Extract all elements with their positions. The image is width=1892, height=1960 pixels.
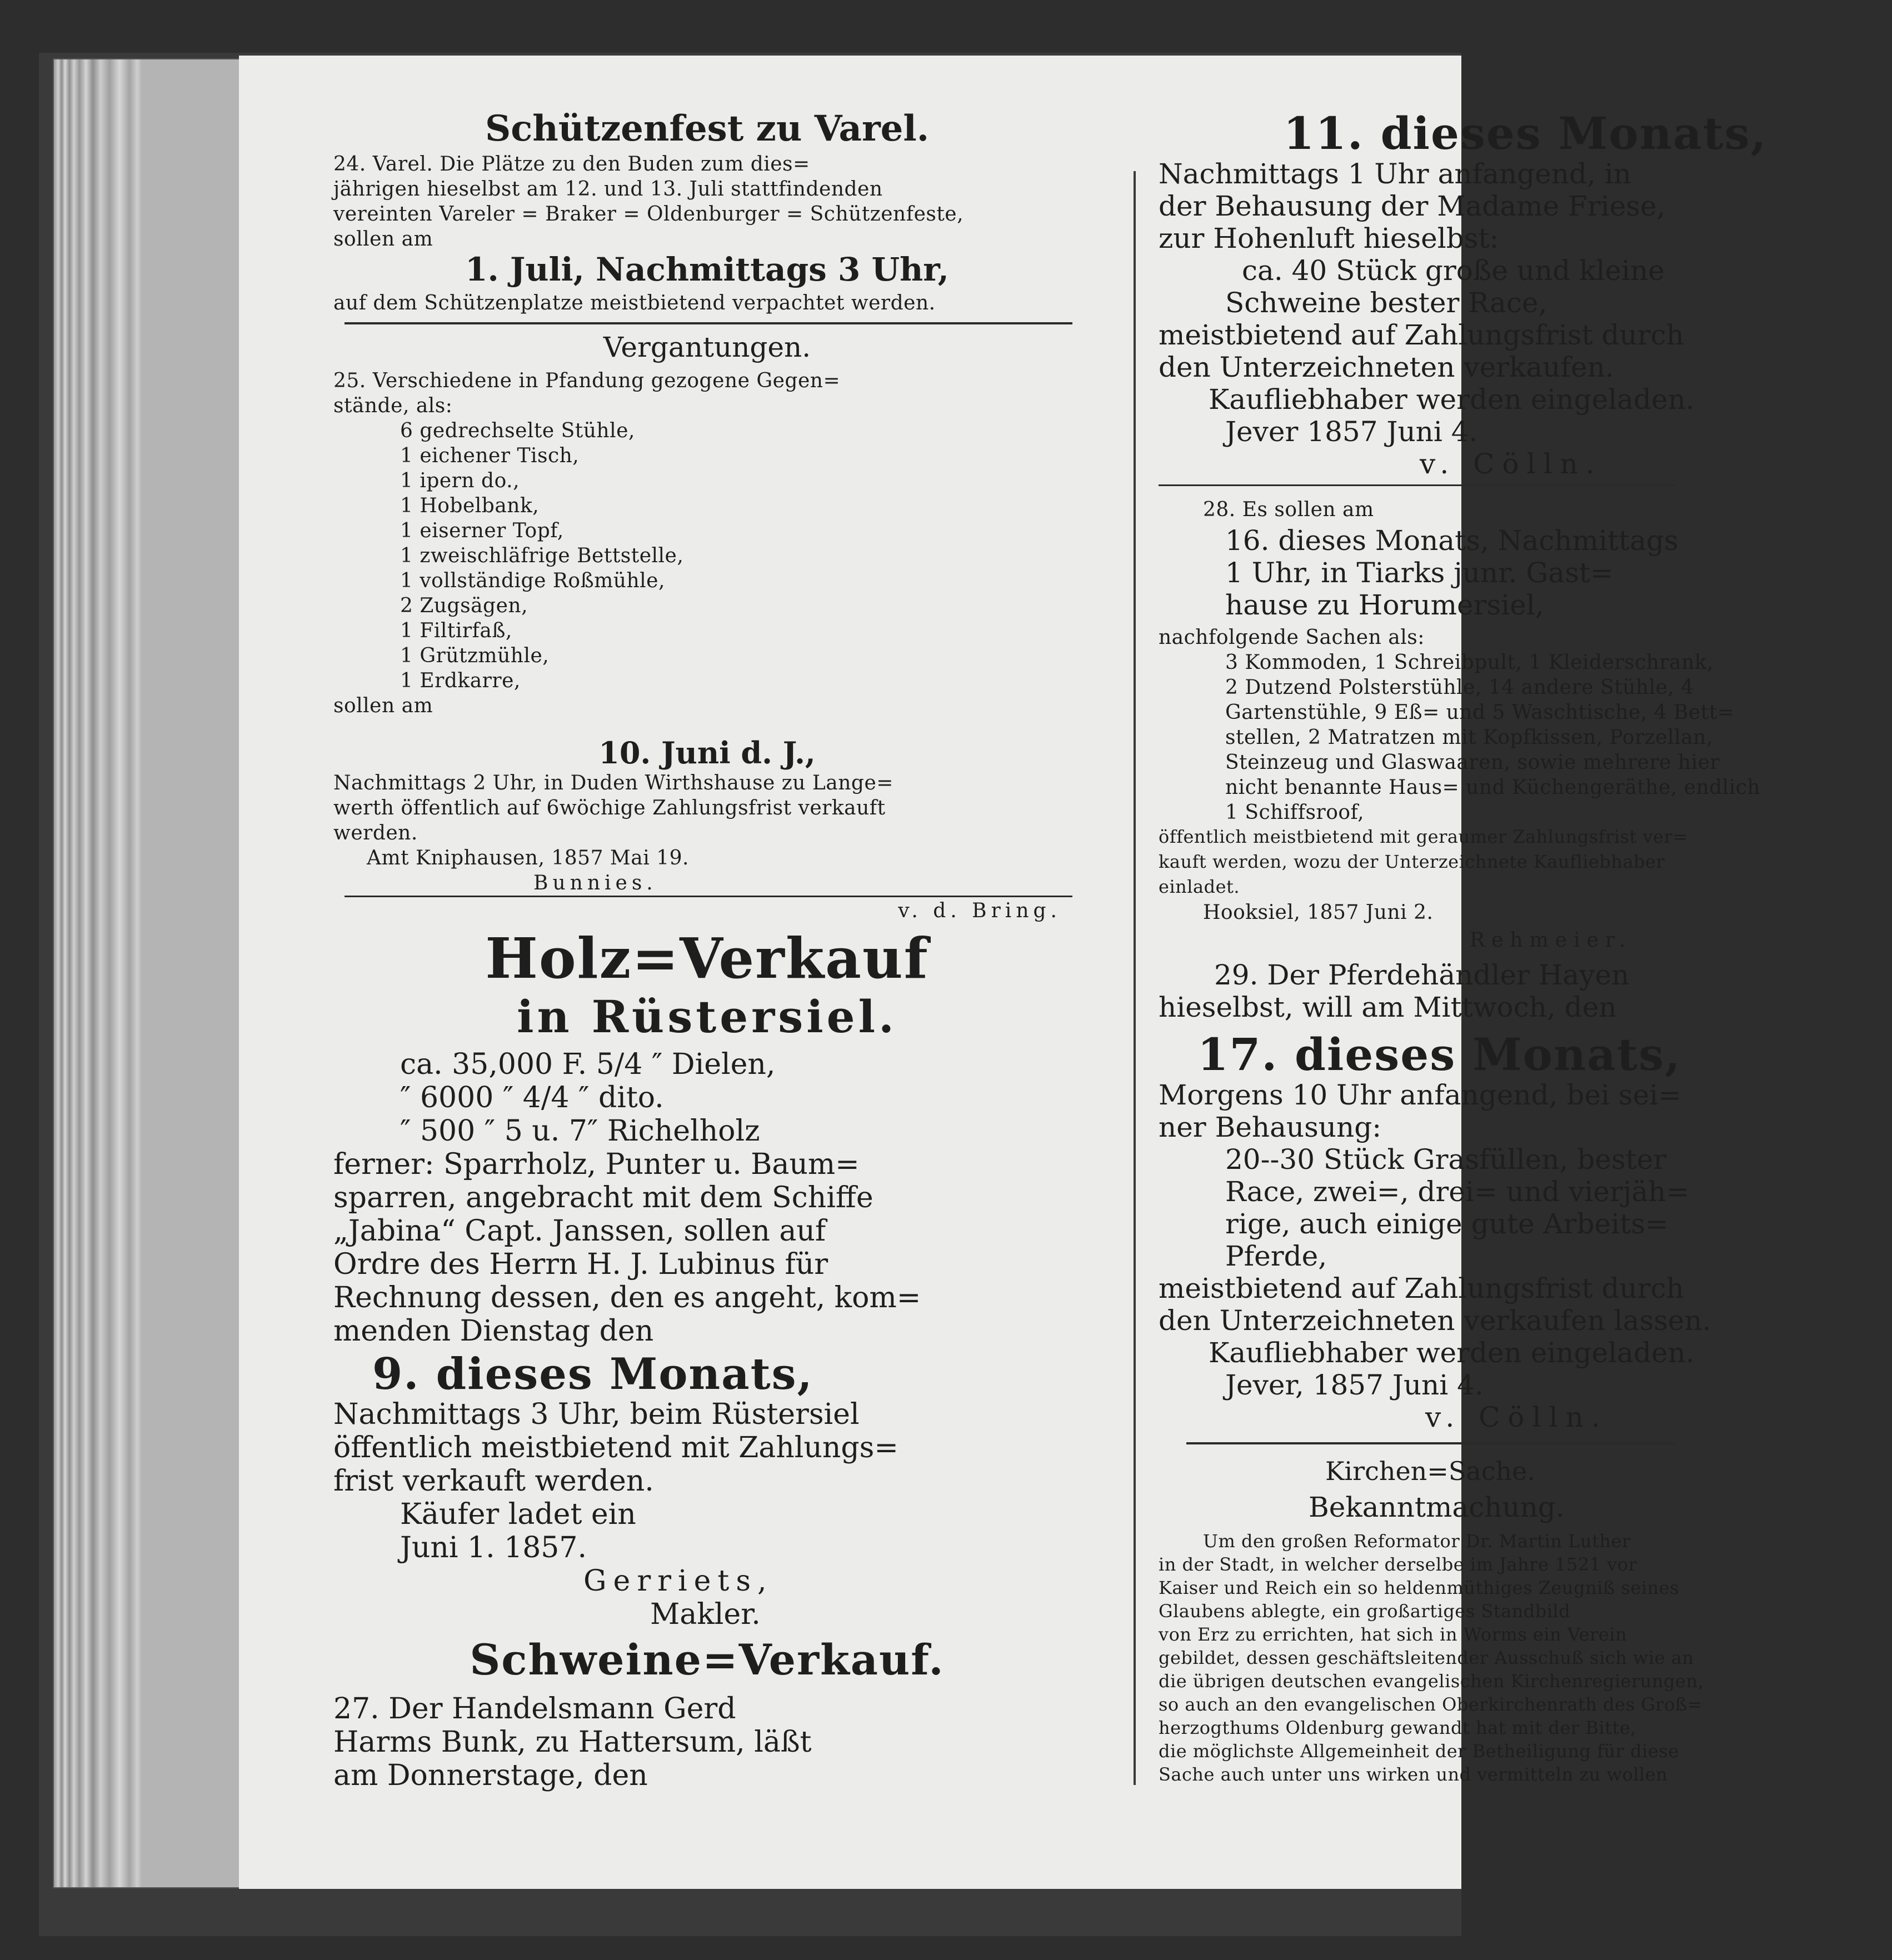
text-line: zur Hohenluft hieselbst: <box>1159 222 1499 254</box>
text-line: sparren, angebracht mit dem Schiffe <box>333 1181 873 1214</box>
heading-kirchen-sache: Kirchen=Sache. <box>1325 1456 1536 1486</box>
text-line: werth öffentlich auf 6wöchige Zahlungsfrist verkauft <box>333 797 886 819</box>
text-line: 3 Kommoden, 1 Schreibpult, 1 Kleiderschrank, <box>1225 651 1714 674</box>
text-line: stellen, 2 Matratzen mit Kopfkissen, Porzellan, <box>1225 726 1713 749</box>
date-line: 1. Juli, Nachmittags 3 Uhr, <box>465 251 949 288</box>
newspaper-page <box>239 56 1768 1889</box>
text-line: öffentlich meistbietend mit geraumer Zahlungsfrist ver= <box>1159 826 1688 847</box>
text-line: Gartenstühle, 9 Eß= und 5 Waschtische, 4 Bett= <box>1225 701 1735 724</box>
text-line: „Jabina“ Capt. Janssen, sollen auf <box>333 1214 826 1248</box>
text-line: die übrigen deutschen evangelischen Kirchenregierungen, <box>1159 1671 1704 1692</box>
text-line: herzogthums Oldenburg gewandt hat mit der Bitte, <box>1159 1717 1636 1738</box>
text-line: von Erz zu errichten, hat sich in Worms ein Verein <box>1159 1624 1627 1645</box>
text-line: öffentlich meistbietend mit Zahlungs= <box>333 1431 898 1464</box>
signature: Rehmeier. <box>1470 929 1633 952</box>
text-line: Schweine bester Race, <box>1225 287 1547 319</box>
text-line: der Behausung der Madame Friese, <box>1159 190 1666 222</box>
heading-schweine-verkauf: Schweine=Verkauf. <box>470 1635 945 1684</box>
text-line: sollen am <box>333 694 433 717</box>
list-item: 6 gedrechselte Stühle, <box>400 419 635 442</box>
text-line: sollen am <box>333 228 433 251</box>
text-line: Glaubens ablegte, ein großartiges Standbild <box>1159 1601 1571 1622</box>
section-rule <box>345 896 1072 897</box>
list-item: 1 Filtirfaß, <box>400 619 512 642</box>
text-line: ferner: Sparrholz, Punter u. Baum= <box>333 1148 860 1181</box>
signature: Bunnies. <box>533 872 657 894</box>
section-rule <box>1159 484 1675 486</box>
text-line: ner Behausung: <box>1159 1111 1382 1143</box>
text-line: Nachmittags 2 Uhr, in Duden Wirthshause zu Lange= <box>333 772 893 794</box>
text-line: gebildet, dessen geschäftsleitender Ausschuß sich wie an <box>1159 1647 1694 1668</box>
text-line: Um den großen Reformator Dr. Martin Luther <box>1203 1531 1631 1552</box>
text-line: 29. Der Pferdehändler Hayen <box>1214 959 1630 991</box>
place-date: Hooksiel, 1857 Juni 2. <box>1203 901 1434 924</box>
text-line: ″ 500 ″ 5 u. 7″ Richelholz <box>400 1114 760 1148</box>
text-line: einladet. <box>1159 876 1240 897</box>
text-line: 2 Dutzend Polsterstühle, 14 andere Stühle, 4 <box>1225 676 1694 699</box>
date-line: 9. dieses Monats, <box>372 1349 813 1399</box>
signature: Makler. <box>650 1598 761 1631</box>
text-line: meistbietend auf Zahlungsfrist durch <box>1159 319 1684 351</box>
text-line: Pferde, <box>1225 1240 1327 1272</box>
text-line: so auch an den evangelischen Oberkirchenrath des Groß= <box>1159 1694 1703 1715</box>
text-line: ca. 40 Stück große und kleine <box>1242 254 1665 287</box>
text-line: frist verkauft werden. <box>333 1464 654 1498</box>
date-line: 1 Uhr, in Tiarks junr. Gast= <box>1225 557 1614 589</box>
section-rule <box>1186 1442 1675 1444</box>
text-line: den Unterzeichneten verkaufen. <box>1159 351 1614 383</box>
text-line: ca. 35,000 F. 5/4 ″ Dielen, <box>400 1048 776 1081</box>
signature: v. Cölln. <box>1420 448 1603 480</box>
heading-ruestersiel: in Rüstersiel. <box>517 991 897 1043</box>
text-line: Race, zwei=, drei= und vierjäh= <box>1225 1176 1690 1208</box>
text-line: Kaufliebhaber werden eingeladen. <box>1209 1337 1695 1369</box>
text-line: Harms Bunk, zu Hattersum, läßt <box>333 1726 812 1759</box>
text-line: die möglichste Allgemeinheit der Betheiligung für diese <box>1159 1741 1679 1762</box>
text-line: den Unterzeichneten verkaufen lassen. <box>1159 1304 1711 1337</box>
text-line: auf dem Schützenplatze meistbietend verpachtet werden. <box>333 292 936 314</box>
list-item: 1 Erdkarre, <box>400 669 521 692</box>
heading-vergantungen: Vergantungen. <box>603 331 811 363</box>
text-line: Steinzeug und Glaswaaren, sowie mehrere hier <box>1225 751 1720 774</box>
list-item: 1 eichener Tisch, <box>400 444 580 467</box>
heading-bekanntmachung: Bekanntmachung. <box>1309 1491 1565 1523</box>
text-line: am Donnerstage, den <box>333 1759 648 1792</box>
text-line: 24. Varel. Die Plätze zu den Buden zum dies= <box>333 153 810 176</box>
list-item: 1 Hobelbank, <box>400 494 540 517</box>
text-line: nicht benannte Haus= und Küchengeräthe, endlich <box>1225 776 1760 799</box>
list-item: 1 ipern do., <box>400 469 520 492</box>
signature: v. d. Bring. <box>898 899 1061 922</box>
text-line: kauft werden, wozu der Unterzeichnete Kaufliebhaber <box>1159 851 1665 872</box>
text-line: Jever, 1857 Juni 4. <box>1225 1369 1484 1401</box>
text-line: rige, auch einige gute Arbeits= <box>1225 1208 1669 1240</box>
text-line: werden. <box>333 822 418 844</box>
text-line: 28. Es sollen am <box>1203 498 1374 521</box>
text-line: Kaufliebhaber werden eingeladen. <box>1209 383 1695 416</box>
text-line: 20--30 Stück Grasfüllen, bester <box>1225 1143 1667 1176</box>
text-line: Nachmittags 3 Uhr, beim Rüstersiel <box>333 1398 860 1431</box>
column-divider <box>1134 171 1136 1785</box>
text-line: Sache auch unter uns wirken und vermitteln zu wollen <box>1159 1764 1668 1785</box>
text-line: 1 Schiffsroof, <box>1225 801 1365 824</box>
list-item: 1 vollständige Roßmühle, <box>400 569 665 592</box>
text-line: Kaiser und Reich ein so heldenmüthiges Zeugniß seines <box>1159 1577 1679 1598</box>
text-line: vereinten Vareler = Braker = Oldenburger = Schützenfeste, <box>333 203 964 226</box>
place-date: Amt Kniphausen, 1857 Mai 19. <box>367 847 689 869</box>
heading-schuetzenfest: Schützenfest zu Varel. <box>485 108 929 149</box>
text-line: 25. Verschiedene in Pfandung gezogene Gegen= <box>333 369 841 392</box>
text-line: hieselbst, will am Mittwoch, den <box>1159 991 1617 1023</box>
date-line: hause zu Horumersiel, <box>1225 589 1544 621</box>
date-line: 11. dieses Monats, <box>1283 107 1768 159</box>
text-line: jährigen hieselbst am 12. und 13. Juli stattfindenden <box>333 178 883 201</box>
text-line: Ordre des Herrn H. J. Lubinus für <box>333 1248 828 1281</box>
date-line: 16. dieses Monats, Nachmittags <box>1225 524 1679 557</box>
text-line: meistbietend auf Zahlungsfrist durch <box>1159 1272 1684 1304</box>
list-item: 2 Zugsägen, <box>400 594 528 617</box>
text-line: menden Dienstag den <box>333 1314 654 1348</box>
text-line: ″ 6000 ″ 4/4 ″ dito. <box>400 1081 664 1114</box>
heading-holz-verkauf: Holz=Verkauf <box>485 926 929 991</box>
section-rule <box>345 322 1072 324</box>
text-line: in der Stadt, in welcher derselbe im Jahre 1521 vor <box>1159 1554 1638 1575</box>
signature: v. Cölln. <box>1425 1401 1608 1433</box>
signature: Gerriets, <box>583 1564 773 1598</box>
date-line: 10. Juni d. J., <box>598 735 816 771</box>
text-line: Juni 1. 1857. <box>400 1531 587 1564</box>
text-line: nachfolgende Sachen als: <box>1159 626 1425 649</box>
list-item: 1 Grützmühle, <box>400 644 550 667</box>
list-item: 1 zweischläfrige Bettstelle, <box>400 544 684 567</box>
list-item: 1 eiserner Topf, <box>400 519 564 542</box>
text-line: Rechnung dessen, den es angeht, kom= <box>333 1281 921 1314</box>
date-line: 17. dieses Monats, <box>1197 1028 1681 1081</box>
text-line: stände, als: <box>333 394 453 417</box>
text-line: Käufer ladet ein <box>400 1498 636 1531</box>
text-line: Morgens 10 Uhr anfangend, bei sei= <box>1159 1079 1681 1111</box>
text-line: Jever 1857 Juni 4. <box>1225 416 1478 448</box>
text-line: Nachmittags 1 Uhr anfangend, in <box>1159 158 1631 190</box>
text-line: 27. Der Handelsmann Gerd <box>333 1692 736 1726</box>
